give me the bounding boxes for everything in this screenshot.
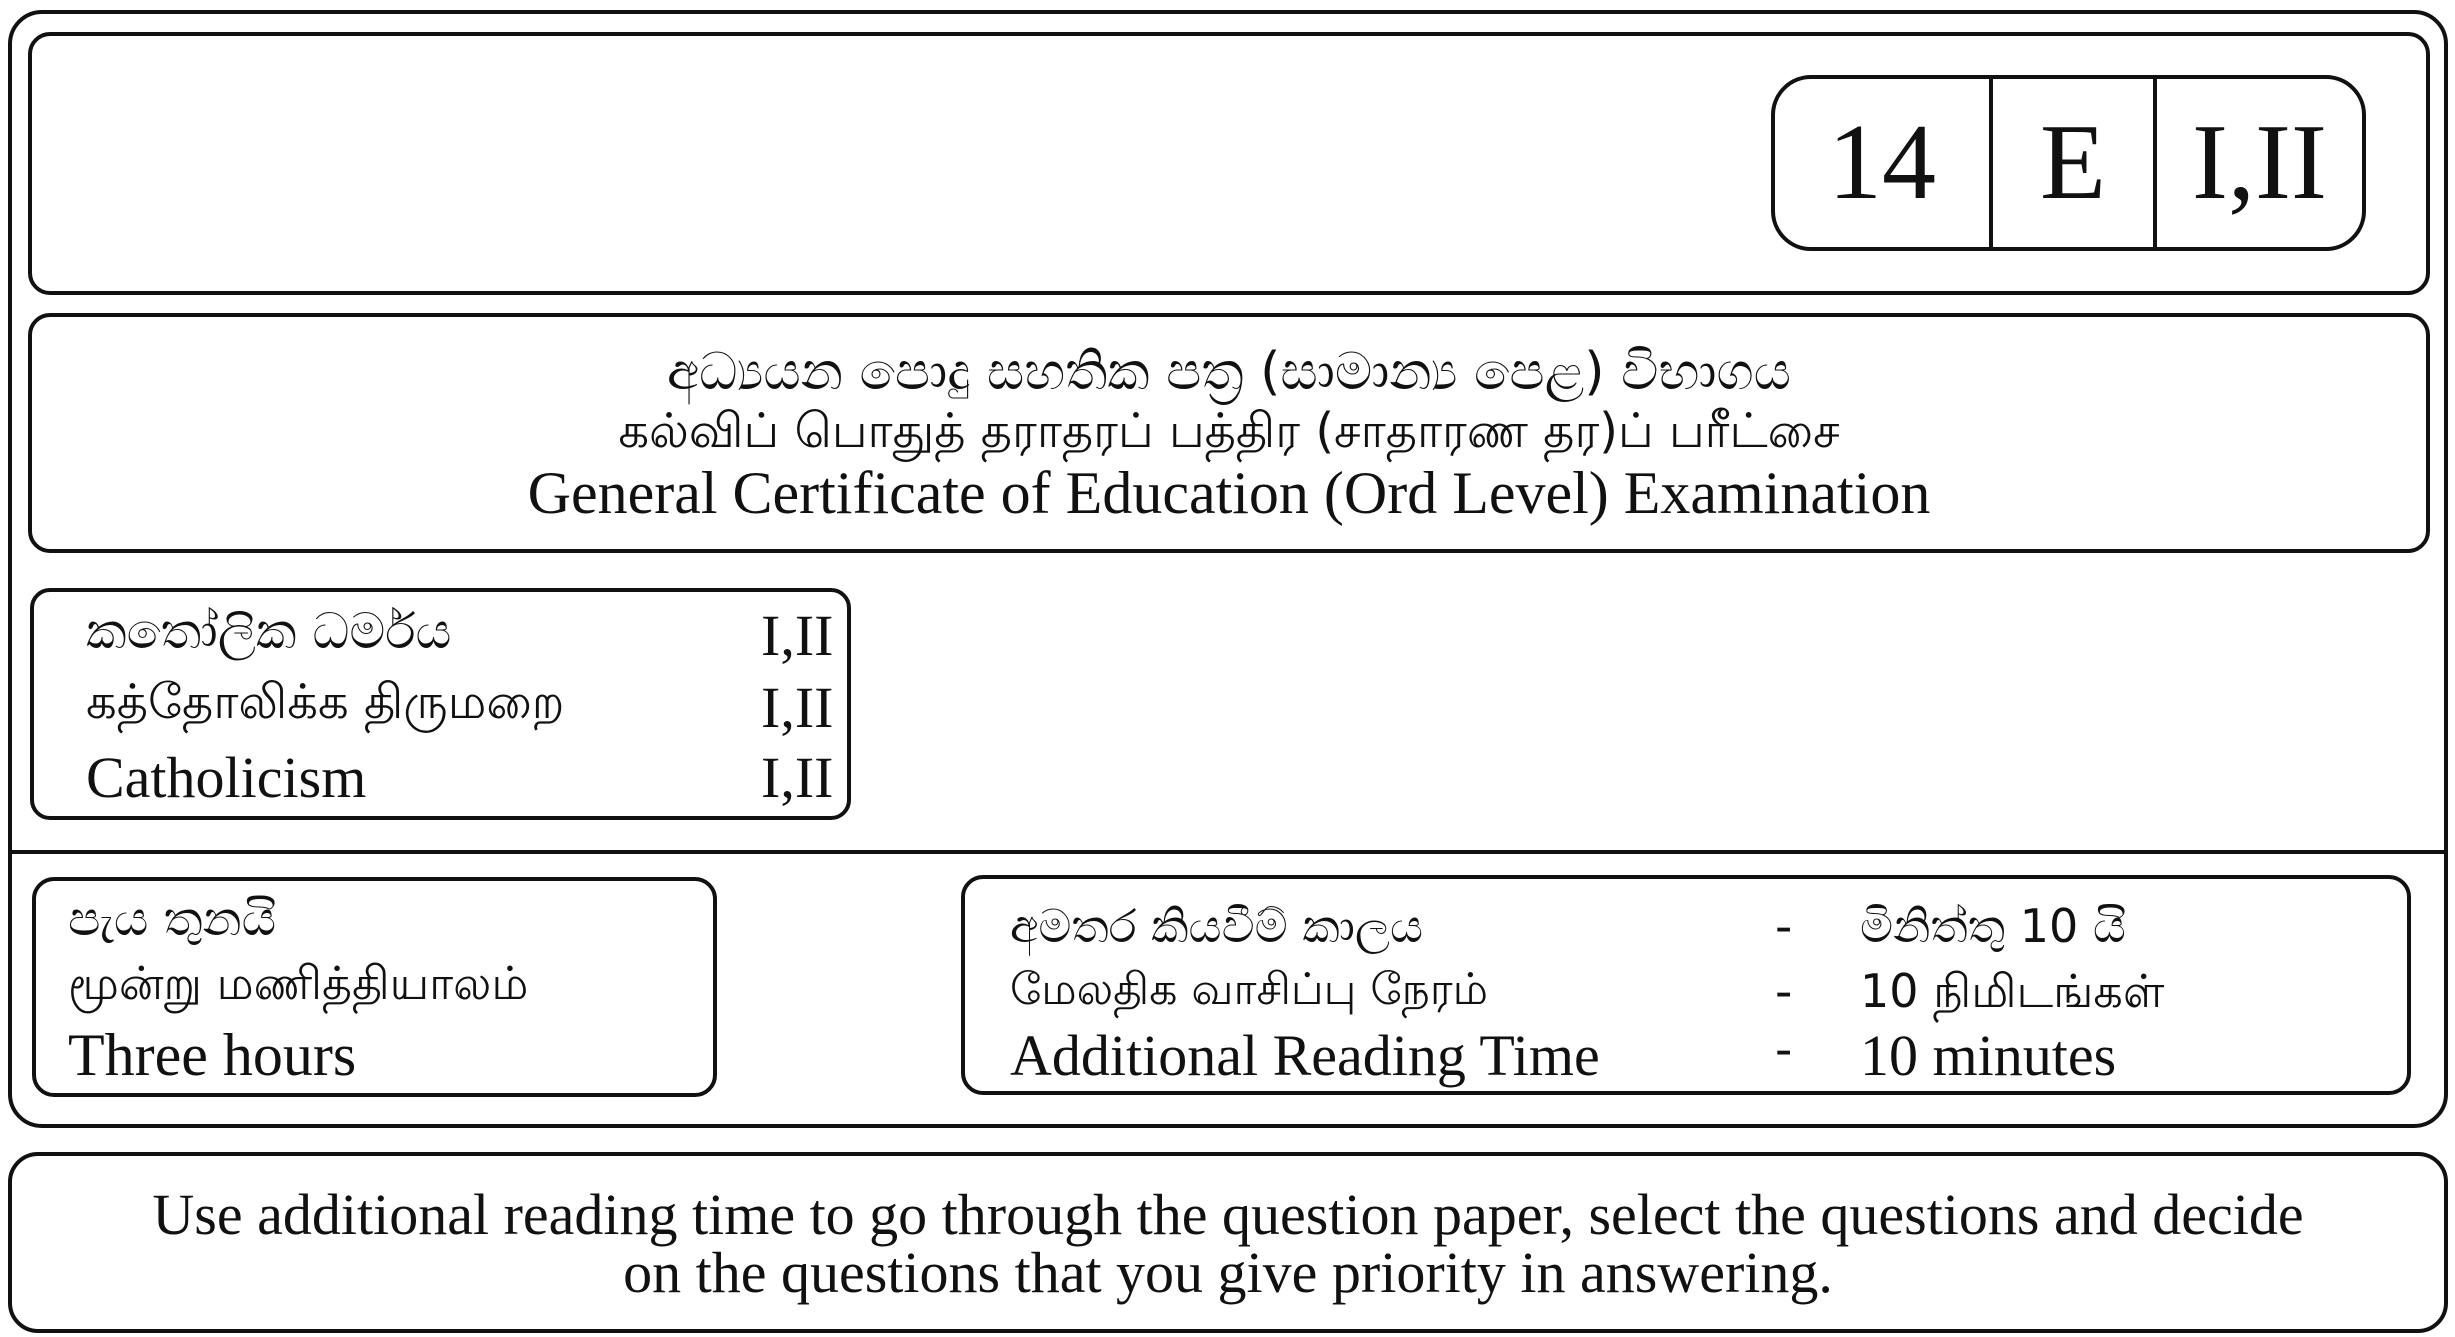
subject-name: Catholicism [86,745,367,810]
exam-title-panel [28,313,2430,553]
subject-panel [30,588,851,820]
duration-english: Three hours [68,1022,357,1088]
subject-number: 14 [1775,79,1993,247]
subject-row-english [86,744,834,814]
subject-row-sinhala [86,602,834,672]
exam-title-english: General Certificate of Education (Ord Level) Examination [527,460,1931,526]
reading-time-label: Additional Reading Time [1010,1023,1600,1088]
subject-papers: I,II [761,675,834,740]
paper-numbers: I,II [2192,103,2327,222]
subject-row-tamil [86,674,834,744]
reading-time-value: 10 நிமிடங்கள் [1860,964,2165,1018]
section-divider [10,850,2444,854]
medium-code: E [1993,79,2157,247]
subject-papers: I,II [761,745,834,810]
instruction-line-1: Use additional reading time to go through the question paper, select the questions and decide [152,1182,2304,1247]
reading-time-value: මිනිත්තු 10 යි [1860,899,2126,953]
reading-time-row-english [1010,1022,2390,1090]
subject-papers: I,II [761,603,834,668]
reading-time-label: අමතර කියවීම් කාලය [1010,899,1424,953]
reading-time-value: 10 minutes [1860,1023,2117,1088]
paper-code-box [1771,75,2366,251]
duration-sinhala: පැය තුනයි [68,891,277,947]
subject-name: கத்தோலிக்க திருமறை [86,674,565,730]
subject-name: කතෝලික ධර්මය [86,602,452,660]
instruction-line-2: on the questions that you give priority in answering. [623,1240,1833,1305]
exam-title-tamil: கல்விப் பொதுத் தராதரப் பத்திர (சாதாரண தர)ப் பரீட்சை [618,403,1840,459]
duration-tamil: மூன்று மணித்தியாலம் [68,956,529,1010]
reading-time-dash: - [1775,964,1793,1020]
exam-title-sinhala: අධ්‍යයන පොදු සහතික පත්‍ර (සාමාන්‍ය පෙළ) විභාගය [666,342,1792,402]
instruction-panel [8,1152,2448,1333]
reading-time-label: மேலதிக வாசிப்பு நேரம் [1010,964,1488,1015]
reading-time-panel [961,875,2411,1095]
reading-time-dash: - [1775,899,1793,955]
reading-time-row-sinhala [1010,899,2390,967]
reading-time-dash: - [1775,1022,1793,1078]
duration-panel [32,877,717,1097]
